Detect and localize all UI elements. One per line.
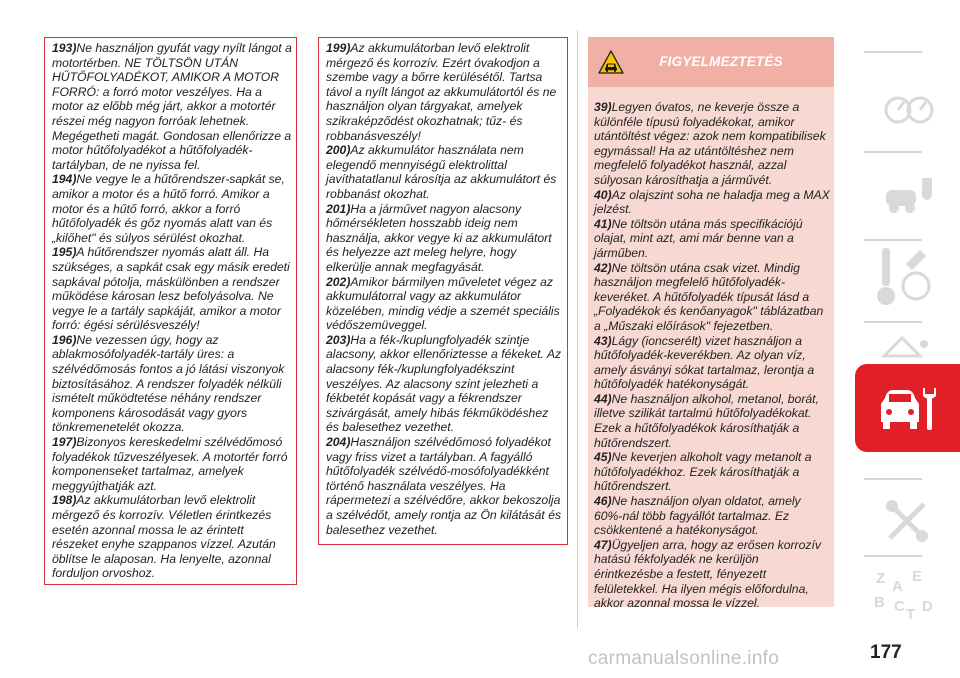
warning-box <box>588 37 834 611</box>
note-item <box>326 333 563 435</box>
tab-starting-driving-icon[interactable] <box>876 246 936 308</box>
note-number: 194) <box>52 172 77 187</box>
tab-separator <box>864 51 922 53</box>
warning-header <box>588 37 834 87</box>
index-letter: Z <box>876 570 886 587</box>
note-number: 42) <box>594 260 612 275</box>
note-item <box>594 100 830 188</box>
note-number: 193) <box>52 41 77 55</box>
tab-separator <box>864 555 922 557</box>
note-text: Ne töltsön utána más specifikációjú olajat, mint azt, ami már benne van a járműben. <box>594 216 803 260</box>
note-item <box>326 143 563 201</box>
watermark: carmanualsonline.info <box>588 648 780 669</box>
note-text: Ha a járművet nagyon alacsony hőmérsékleten hosszabb ideig nem használja, akkor vegye ki az akkumulátort és helyezze azt meleg helyre, hogy elkerülje annak megfagyását. <box>326 201 552 274</box>
note-text: Legyen óvatos, ne keverje össze a különféle típusú folyadékokat, amikor utántöltést végez: azok nem kompatibilisek egymással! Ha az utántöltéshez nem megfelelő folyadékot használ, azzal súlyosan károsíthatja a járművét. <box>594 100 826 187</box>
note-text: Az olajszint soha ne haladja meg a MAX jelzést. <box>594 187 830 217</box>
note-item <box>326 41 563 143</box>
note-text: Az akkumulátorban levő elektrolit mérgező és korrozív. Véletlen érintkezés esetén azonnal mossa le az érintett részeket enyhe szappanos vízzel. Azután öblítse le alaposan. Ha lenyelte, azonnal forduljon orvoshoz. <box>52 493 276 581</box>
note-number: 41) <box>594 216 612 231</box>
note-number: 198) <box>52 493 77 508</box>
note-item <box>52 245 292 333</box>
note-number: 201) <box>326 201 351 216</box>
index-letter: A <box>892 578 903 595</box>
note-item <box>52 172 292 245</box>
note-number: 202) <box>326 274 351 289</box>
note-number: 195) <box>52 245 77 260</box>
note-number: 47) <box>594 537 612 552</box>
note-item <box>52 41 292 172</box>
index-letter: E <box>912 568 923 585</box>
note-text: A hűtőrendszer nyomás alatt áll. Ha szükséges, a sapkát csak egy másik eredeti sapkával pótolja, máskülönben a rendszer működése károsan lesz befolyásolva. Ne vegye le a tartály sapkáját, amikor a motor forró: égési sérülésveszély! <box>52 245 290 333</box>
tab-separator <box>864 321 922 323</box>
note-item <box>594 217 830 261</box>
note-text: Az akkumulátor használata nem elegendő mennyiségű elektrolittal javíthatatlanul károsítja az akkumulátort és robbanást okozhat. <box>326 143 557 201</box>
note-number: 45) <box>594 450 612 465</box>
note-text: Amikor bármilyen műveletet végez az akkumulátorral vagy az akkumulátor közelében, mindig védje a szemét speciális védőszemüveggel. <box>326 274 560 333</box>
tab-technical-data-icon[interactable] <box>884 498 930 544</box>
index-letter: D <box>922 598 933 615</box>
note-item <box>594 450 830 494</box>
note-number: 46) <box>594 494 612 509</box>
note-item <box>52 435 292 493</box>
note-number: 203) <box>326 332 351 347</box>
note-number: 197) <box>52 435 77 450</box>
car-wrench-icon <box>877 384 941 434</box>
note-item <box>594 188 830 217</box>
tab-index-icon[interactable] <box>872 568 934 623</box>
note-item <box>326 275 563 333</box>
note-number: 196) <box>52 332 77 347</box>
column-divider <box>577 30 578 628</box>
note-text: Ne használjon gyufát vagy nyílt lángot a motortérben. NE TÖLTSÖN UTÁN HŰTŐFOLYADÉKOT, AMIKOR A MOTOR FORRÓ: a forró motor veszélyes. Ha a motor az előbb még járt, akkor a motortér részei még nagyon forróak lehetnek. Megégetheti magát. Gondosan ellenőrizze a motor hűtőfolyadékot a hűtőfolyadék-tartályban, de ne nyissa fel. <box>52 41 292 172</box>
note-text: Ha a fék-/kuplungfolyadék szintje alacsony, akkor ellenőriztesse a fékeket. Az alacsony fék-/kuplungfolyadékszint veszélyes. Az alacsony szint jelezheti a fékbetét kopását vagy a fékrendszer szivárgását, amely hibás fékműködéshez és balesethez vezethet. <box>326 332 562 435</box>
note-item <box>326 202 563 275</box>
note-number: 43) <box>594 333 612 348</box>
note-number: 199) <box>326 41 351 55</box>
note-item <box>594 334 830 392</box>
tab-separator <box>864 478 922 480</box>
note-text: Az akkumulátorban levő elektrolit mérgező és korrozív. Ezért óvakodjon a szembe vagy a bőrre kerülésétől. Tartsa távol a nyílt lángot az akkumulátortól és ne használjon olyan tárgyakat, amelyek szikraképződést okozhatnak; tűz- és robbanásveszély! <box>326 41 557 143</box>
tab-dashboard-icon[interactable] <box>884 88 934 132</box>
note-text: Használjon szélvédőmosó folyadékot vagy friss vizet a tartályban. A fagyálló hűtőfolyadék szélvédő-mosófolyadékként történő használata veszélyes. Ha rápermetezi a szélvédőre, akkor bekoszolja a szélvédőt, amely rontja az Ön kilátását és balesethez vezethet. <box>326 435 562 537</box>
page-number: 177 <box>870 642 902 663</box>
note-number: 40) <box>594 187 612 202</box>
warning-body <box>588 87 834 611</box>
note-number: 200) <box>326 143 351 158</box>
notes-column-2 <box>318 37 568 545</box>
index-letter: C <box>894 598 905 615</box>
note-text: Ne keverjen alkoholt vagy metanolt a hűtőfolyadékhoz. Ezek károsíthatják a hűtőrendszert. <box>594 450 812 494</box>
note-text: Ne vegye le a hűtőrendszer-sapkát se, amikor a motor és a hűtő forró. Amikor a motor és a hűtő forró, akkor a forró hűtőfolyadék és gőz nyomás alatt van és „kilőhet" és súlyos sérülést okozhat. <box>52 172 285 245</box>
note-number: 204) <box>326 435 351 450</box>
note-item <box>594 392 830 450</box>
note-text: Ne használjon alkohol, metanol, borát, illetve szilikát tartalmú hűtőfolyadékokat. Ezek a hűtőfolyadékok károsíthatják a hűtőrendszert. <box>594 391 819 450</box>
note-number: 39) <box>594 100 612 114</box>
tab-separator <box>864 151 922 153</box>
warning-title: FIGYELMEZTETÉS <box>659 53 783 69</box>
note-item <box>326 435 563 537</box>
notes-column-1 <box>44 37 297 585</box>
note-text: Ne használjon olyan oldatot, amely 60%-nál több fagyállót tartalmaz. Ez csökkentené a hatékonyságot. <box>594 494 801 538</box>
note-number: 44) <box>594 391 612 406</box>
note-item <box>594 261 830 334</box>
note-item <box>52 493 292 581</box>
note-item <box>594 494 830 538</box>
tab-separator <box>864 239 922 241</box>
tab-safety-icon[interactable] <box>884 172 936 220</box>
note-item <box>594 538 830 611</box>
warning-car-icon <box>598 50 624 74</box>
note-text: Bizonyos kereskedelmi szélvédőmosó folyadékok tűzveszélyesek. A motortér forró komponenseket tartalmaz, amelyek meggyújthatják azt. <box>52 435 288 493</box>
note-item <box>52 333 292 435</box>
index-letter: T <box>906 606 916 623</box>
note-text: Ne vezessen úgy, hogy az ablakmosófolyadék-tartály üres: a szélvédőmosás fontos a jó látási viszonyok biztosításához. A rendszer folyadék nélküli ismételt működtetése néhány rendszer komponens károsodását vagy gyors tönkremenetelét okozza. <box>52 332 285 435</box>
tab-emergency-icon[interactable] <box>880 336 932 358</box>
note-text: Ügyeljen arra, hogy az erősen korrozív hatású fékfolyadék ne kerüljön érintkezésbe a festett, fényezett felületekkel. Ha ilyen mégis előfordulna, akkor azonnal mossa le vízzel. <box>594 537 821 611</box>
note-text: Lágy (ioncserélt) vizet használjon a hűtőfolyadék-keverékben. Az olyan víz, amely ásványi sókat tartalmaz, lerontja a hűtőfolyadék hatékonyságát. <box>594 333 815 392</box>
index-letter: B <box>874 594 885 611</box>
note-text: Ne töltsön utána csak vizet. Mindig használjon megfelelő hűtőfolyadék-keveréket. A hűtőfolyadék típusát lásd a „Folyadékok és kenőanyagok" táblázatban a „Műszaki előírások" fejezetben. <box>594 260 824 333</box>
tab-maintenance-active[interactable] <box>855 364 960 452</box>
